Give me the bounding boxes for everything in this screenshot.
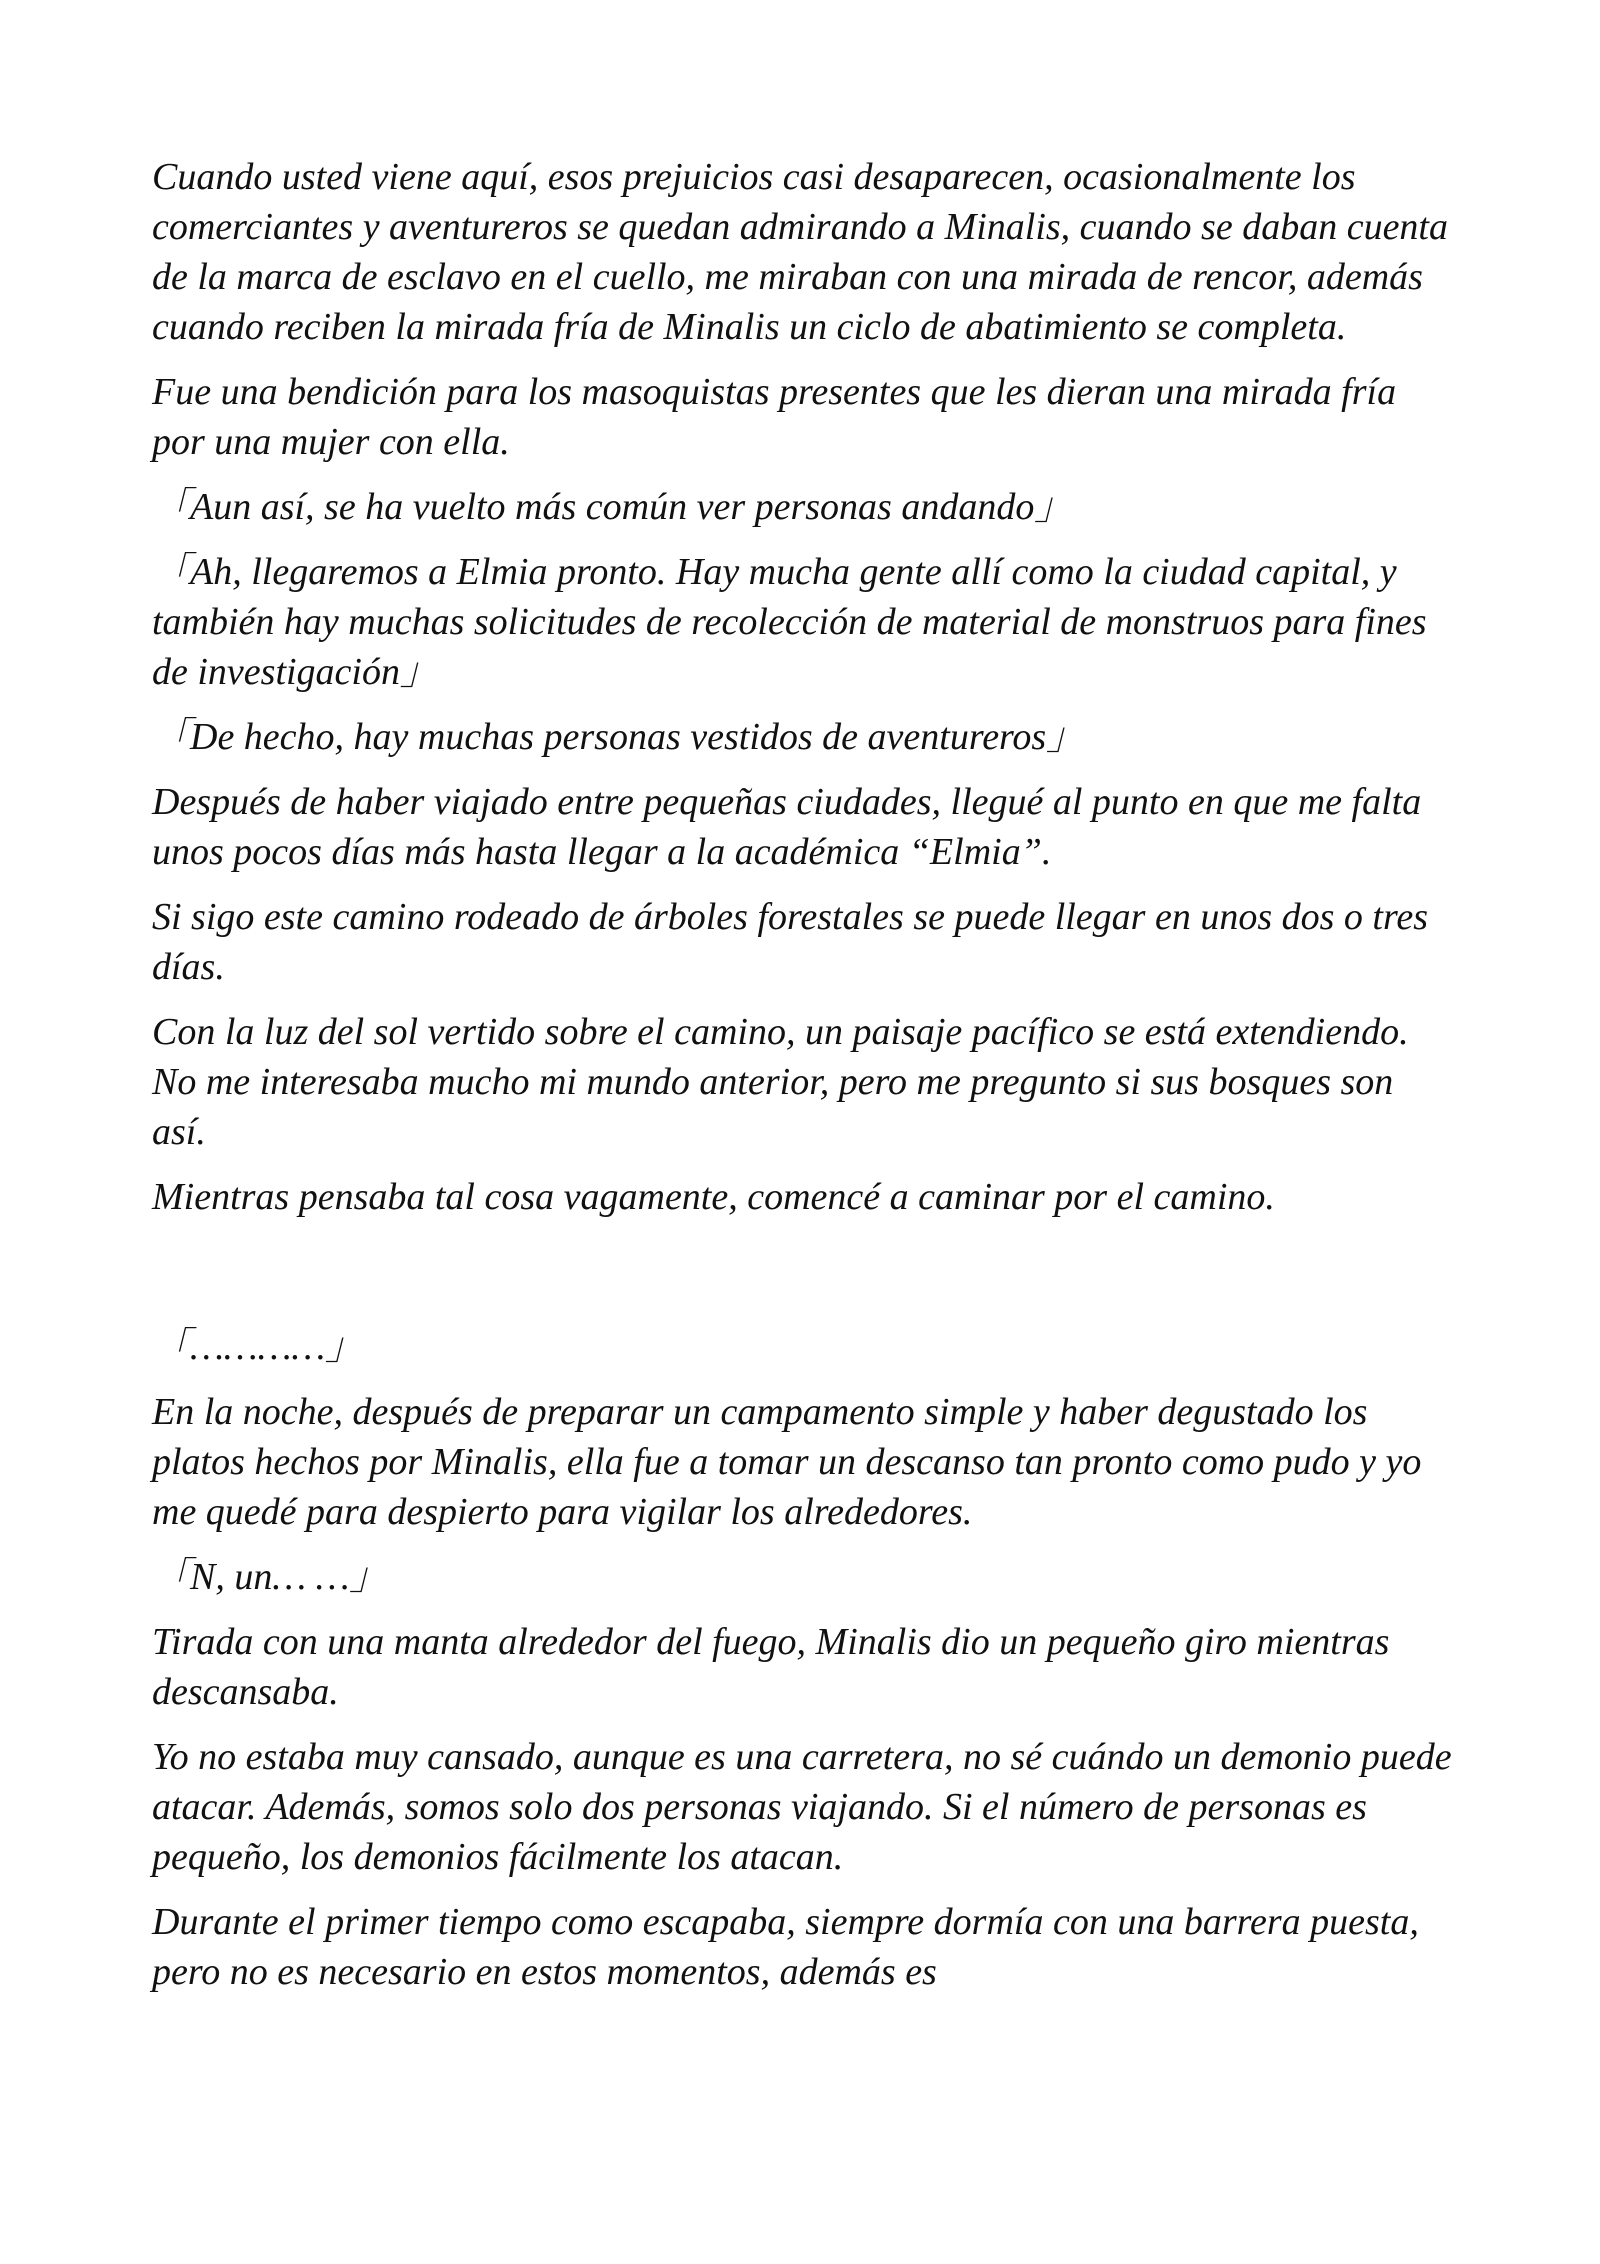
paragraph: Tirada con una manta alrededor del fuego, Minalis dio un pequeño giro mientras descansaba. [152,1621,1390,1713]
paragraph: Fue una bendición para los masoquistas presentes que les dieran una mirada fría por una mujer con ella. [152,371,1397,463]
paragraph: Cuando usted viene aquí, esos prejuicios casi desaparecen, ocasionalmente los comerciantes y aventureros se quedan admirando a Minalis, cuando se daban cuenta de la marca de esclavo en el cuello, me miraban con una mirada de rencor, además cuando reciben la mirada fría de Minalis un ciclo de abatimiento se completa. [152,156,1448,348]
paragraph: En la noche, después de preparar un campamento simple y haber degustado los platos hechos por Minalis, ella fue a tomar un descanso tan pronto como pudo y yo me quedé para despierto para vigilar los alrededores. [152,1391,1422,1533]
dialogue-line: 「N, un… …」 [152,1556,388,1598]
paragraph: Mientras pensaba tal cosa vagamente, comencé a caminar por el camino. [152,1176,1275,1218]
document-page [152,152,1452,2012]
dialogue-line: 「…………」 [152,1326,364,1368]
dialogue-line: 「Aun así, se ha vuelto más común ver personas andando」 [152,486,1073,528]
paragraph: Si sigo este camino rodeado de árboles forestales se puede llegar en unos dos o tres días. [152,896,1429,988]
dialogue-line: 「De hecho, hay muchas personas vestidos de aventureros」 [152,716,1085,758]
paragraph: Durante el primer tiempo como escapaba, siempre dormía con una barrera puesta, pero no es necesario en estos momentos, además es [152,1901,1419,1993]
paragraph: Yo no estaba muy cansado, aunque es una carretera, no sé cuándo un demonio puede atacar. Además, somos solo dos personas viajando. Si el número de personas es pequeño, los demonios fácilmente los atacan. [152,1736,1452,1878]
paragraph: Después de haber viajado entre pequeñas ciudades, llegué al punto en que me falta unos pocos días más hasta llegar a la académica “Elmia”. [152,781,1422,873]
paragraph: Con la luz del sol vertido sobre el camino, un paisaje pacífico se está extendiendo. No me interesaba mucho mi mundo anterior, pero me pregunto si sus bosques son así. [152,1011,1409,1153]
dialogue-line: 「Ah, llegaremos a Elmia pronto. Hay mucha gente allí como la ciudad capital, y también hay muchas solicitudes de recolección de material de monstruos para fines de investigación」 [152,551,1427,693]
